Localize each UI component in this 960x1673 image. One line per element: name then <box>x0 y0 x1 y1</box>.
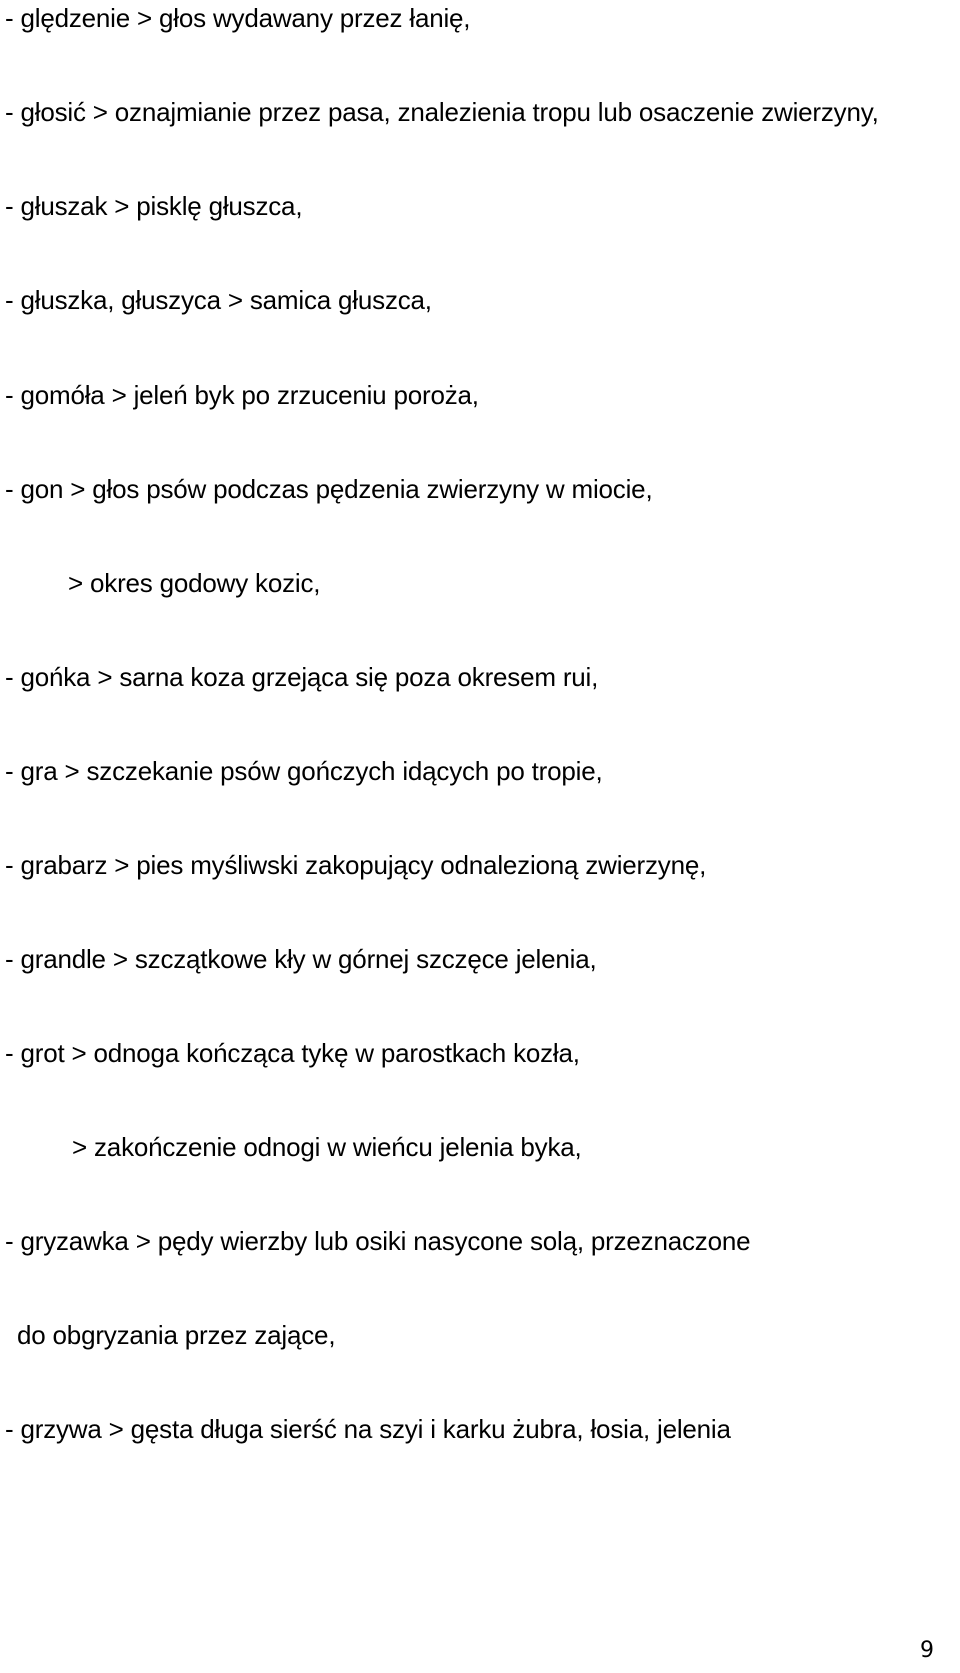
glossary-continuation-line: > okres godowy kozic, <box>68 568 321 598</box>
glossary-line: - ględzenie > głos wydawany przez łanię, <box>5 3 471 33</box>
glossary-line: - gońka > sarna koza grzejąca się poza okresem rui, <box>5 662 599 692</box>
glossary-line: - gomóła > jeleń byk po zrzuceniu poroża, <box>5 380 479 410</box>
glossary-continuation-line: do obgryzania przez zające, <box>17 1320 336 1350</box>
glossary-line: - gryzawka > pędy wierzby lub osiki nasycone solą, przeznaczone <box>5 1226 751 1256</box>
glossary-line: - grabarz > pies myśliwski zakopujący odnalezioną zwierzynę, <box>5 850 707 880</box>
glossary-line: - grandle > szczątkowe kły w górnej szczęce jelenia, <box>5 944 597 974</box>
page-number: 9 <box>920 1638 934 1663</box>
glossary-line: - grot > odnoga kończąca tykę w parostkach kozła, <box>5 1038 580 1068</box>
glossary-line: - głuszak > pisklę głuszca, <box>5 191 303 221</box>
glossary-continuation-line: > zakończenie odnogi w wieńcu jelenia byka, <box>72 1132 582 1162</box>
glossary-line: - gon > głos psów podczas pędzenia zwierzyny w miocie, <box>5 474 653 504</box>
glossary-line: - głuszka, głuszyca > samica głuszca, <box>5 285 432 315</box>
glossary-line: - gra > szczekanie psów gończych idących po tropie, <box>5 756 603 786</box>
glossary-line: - grzywa > gęsta długa sierść na szyi i karku żubra, łosia, jelenia <box>5 1414 731 1444</box>
glossary-line: - głosić > oznajmianie przez pasa, znalezienia tropu lub osaczenie zwierzyny, <box>5 97 879 127</box>
